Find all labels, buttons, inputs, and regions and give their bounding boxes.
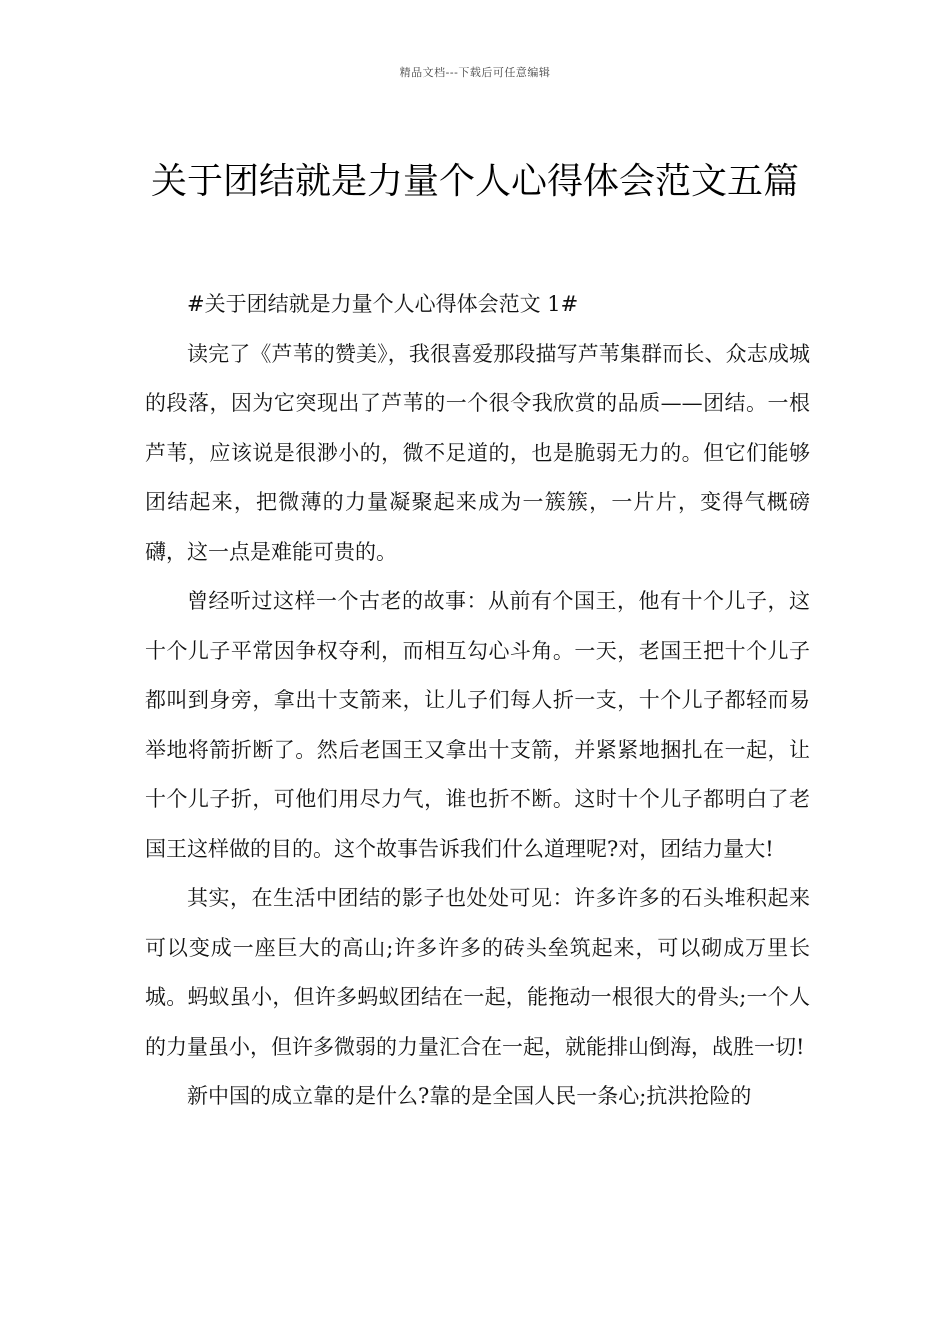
paragraph: 读完了《芦苇的赞美》，我很喜爱那段描写芦苇集群而长、众志成城的段落，因为它突现出了芦苇的一个很令我欣赏的品质——团结。一根芦苇，应该说是很渺小的，微不足道的，也是脆弱无力的。但它们能够团结起来，把微薄的力量凝聚起来成为一簇簇，一片片，变得气概磅礴，这一点是难能可贵的。	[145, 341, 810, 564]
section-heading: #关于团结就是力量个人心得体会范文 1#	[187, 292, 579, 316]
document-body	[145, 280, 810, 1122]
paragraph: 其实，在生活中团结的影子也处处可见：许多许多的石头堆积起来可以变成一座巨大的高山;许多许多的砖头垒筑起来，可以砌成万里长城。蚂蚁虽小，但许多蚂蚁团结在一起，能拖动一根很大的骨头;一个人的力量虽小，但许多微弱的力量汇合在一起，就能排山倒海，战胜一切!	[145, 886, 810, 1059]
paragraph: 曾经听过这样一个古老的故事：从前有个国王，他有十个儿子，这十个儿子平常因争权夺利，而相互勾心斗角。一天，老国王把十个儿子都叫到身旁，拿出十支箭来，让儿子们每人折一支，十个儿子都轻而易举地将箭折断了。然后老国王又拿出十支箭，并紧紧地捆扎在一起，让十个儿子折，可他们用尽力气，谁也折不断。这时十个儿子都明白了老国王这样做的目的。这个故事告诉我们什么道理呢?对，团结力量大!	[145, 589, 810, 861]
header-note: 精品文档---下载后可任意编辑	[399, 66, 551, 79]
paragraph: 新中国的成立靠的是什么?靠的是全国人民一条心;抗洪抢险的	[187, 1084, 752, 1108]
document-title: 关于团结就是力量个人心得体会范文五篇	[150, 161, 799, 203]
